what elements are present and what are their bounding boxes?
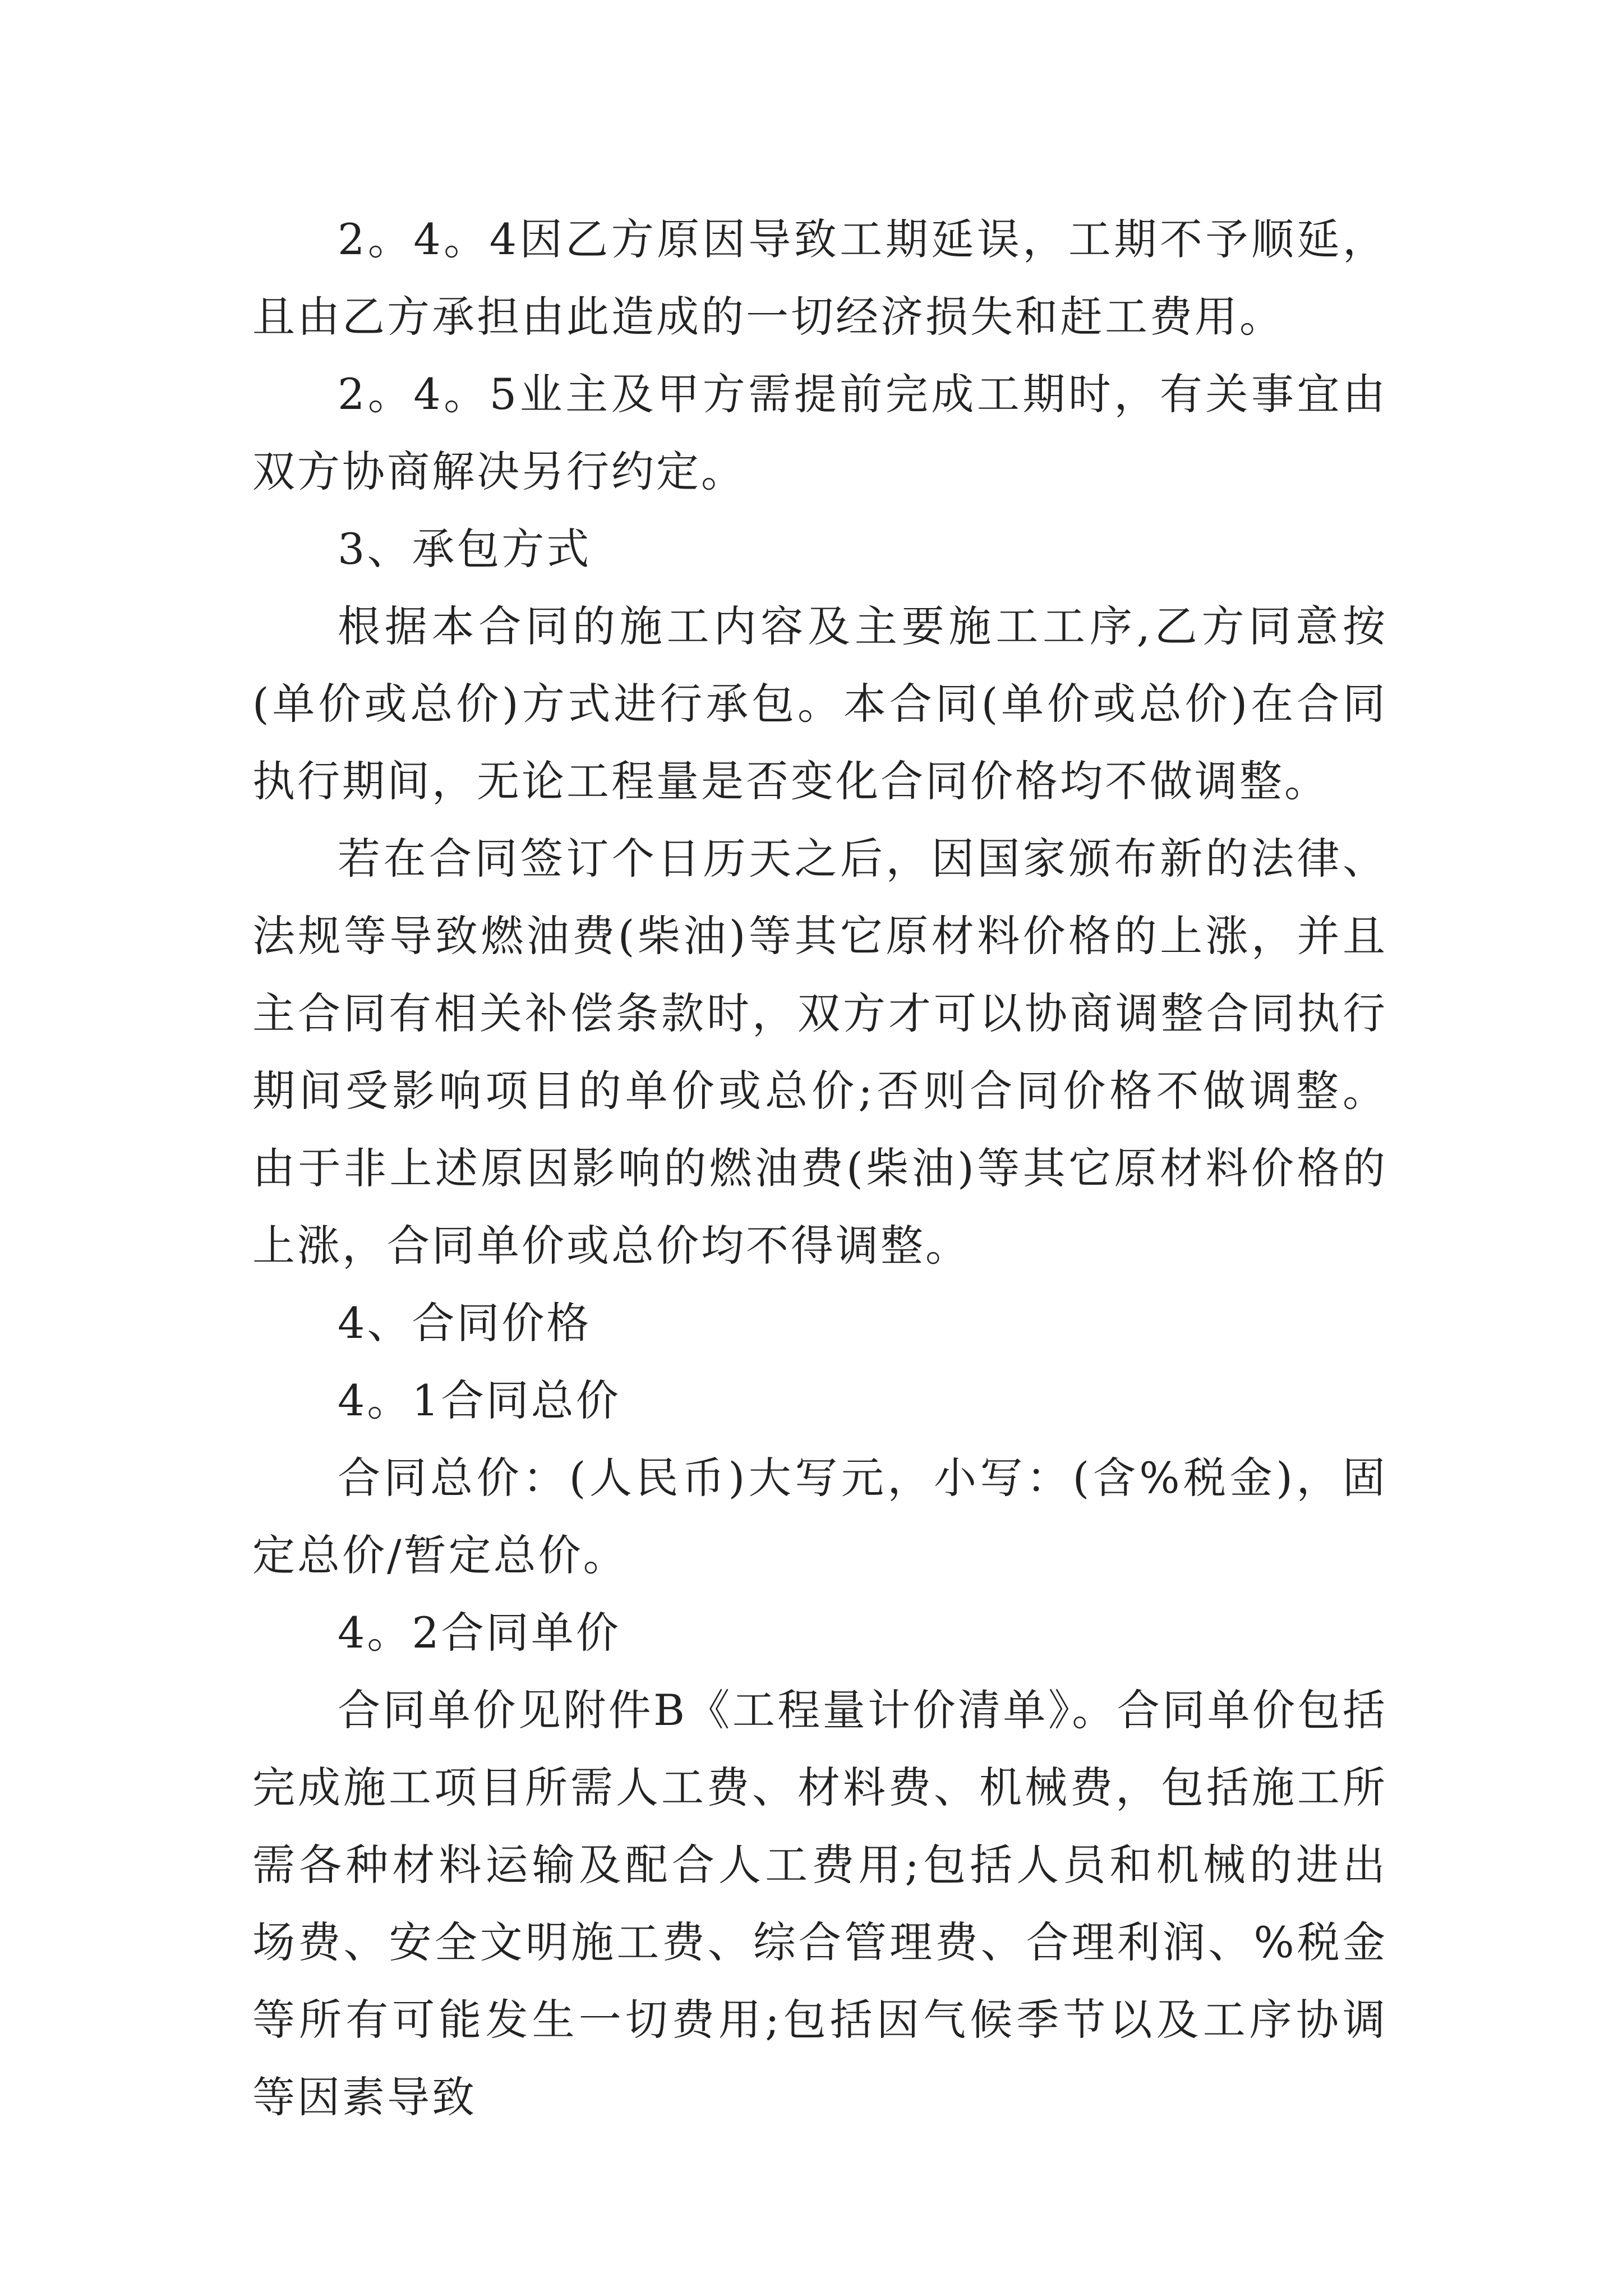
document-body [252,201,1387,2136]
section-heading-contract-price: 4、合同价格 [338,1298,592,1348]
subsection-heading-total-price: 4。1合同总价 [338,1375,621,1425]
paragraph-early-completion: 2。4。5业主及甲方需提前完成工期时，有关事宜由双方协商解决另行约定。 [252,369,1387,496]
paragraph-contract-method: 根据本合同的施工内容及主要施工工序,乙方同意按(单价或总价)方式进行承包。本合同(单价或总价)在合同执行期间，无论工程量是否变化合同价格均不做调整。 [252,601,1387,806]
paragraph-delay-liability: 2。4。4因乙方原因导致工期延误，工期不予顺延，且由乙方承担由此造成的一切经济损失和赶工费用。 [252,214,1387,342]
paragraph-unit-price: 合同单价见附件B《工程量计价清单》。合同单价包括完成施工项目所需人工费、材料费、机械费，包括施工所需各种材料运输及配合人工费用;包括人员和机械的进出场费、安全文明施工费、综合管理费、合理利润、%税金等所有可能发生一切费用;包括因气候季节以及工序协调等因素导致 [252,1685,1387,2122]
subsection-heading-unit-price: 4。2合同单价 [338,1608,621,1658]
paragraph-price-adjustment: 若在合同签订个日历天之后，因国家颁布新的法律、法规等导致燃油费(柴油)等其它原材料价格的上涨，并且主合同有相关补偿条款时，双方才可以协商调整合同执行期间受影响项目的单价或总价;否则合同价格不做调整。由于非上述原因影响的燃油费(柴油)等其它原材料价格的上涨，合同单价或总价均不得调整。 [252,834,1387,1271]
section-heading-contract-method: 3、承包方式 [338,524,592,574]
paragraph-total-price: 合同总价：(人民币)大写元，小写：(含%税金)，固定总价/暂定总价。 [252,1453,1387,1580]
